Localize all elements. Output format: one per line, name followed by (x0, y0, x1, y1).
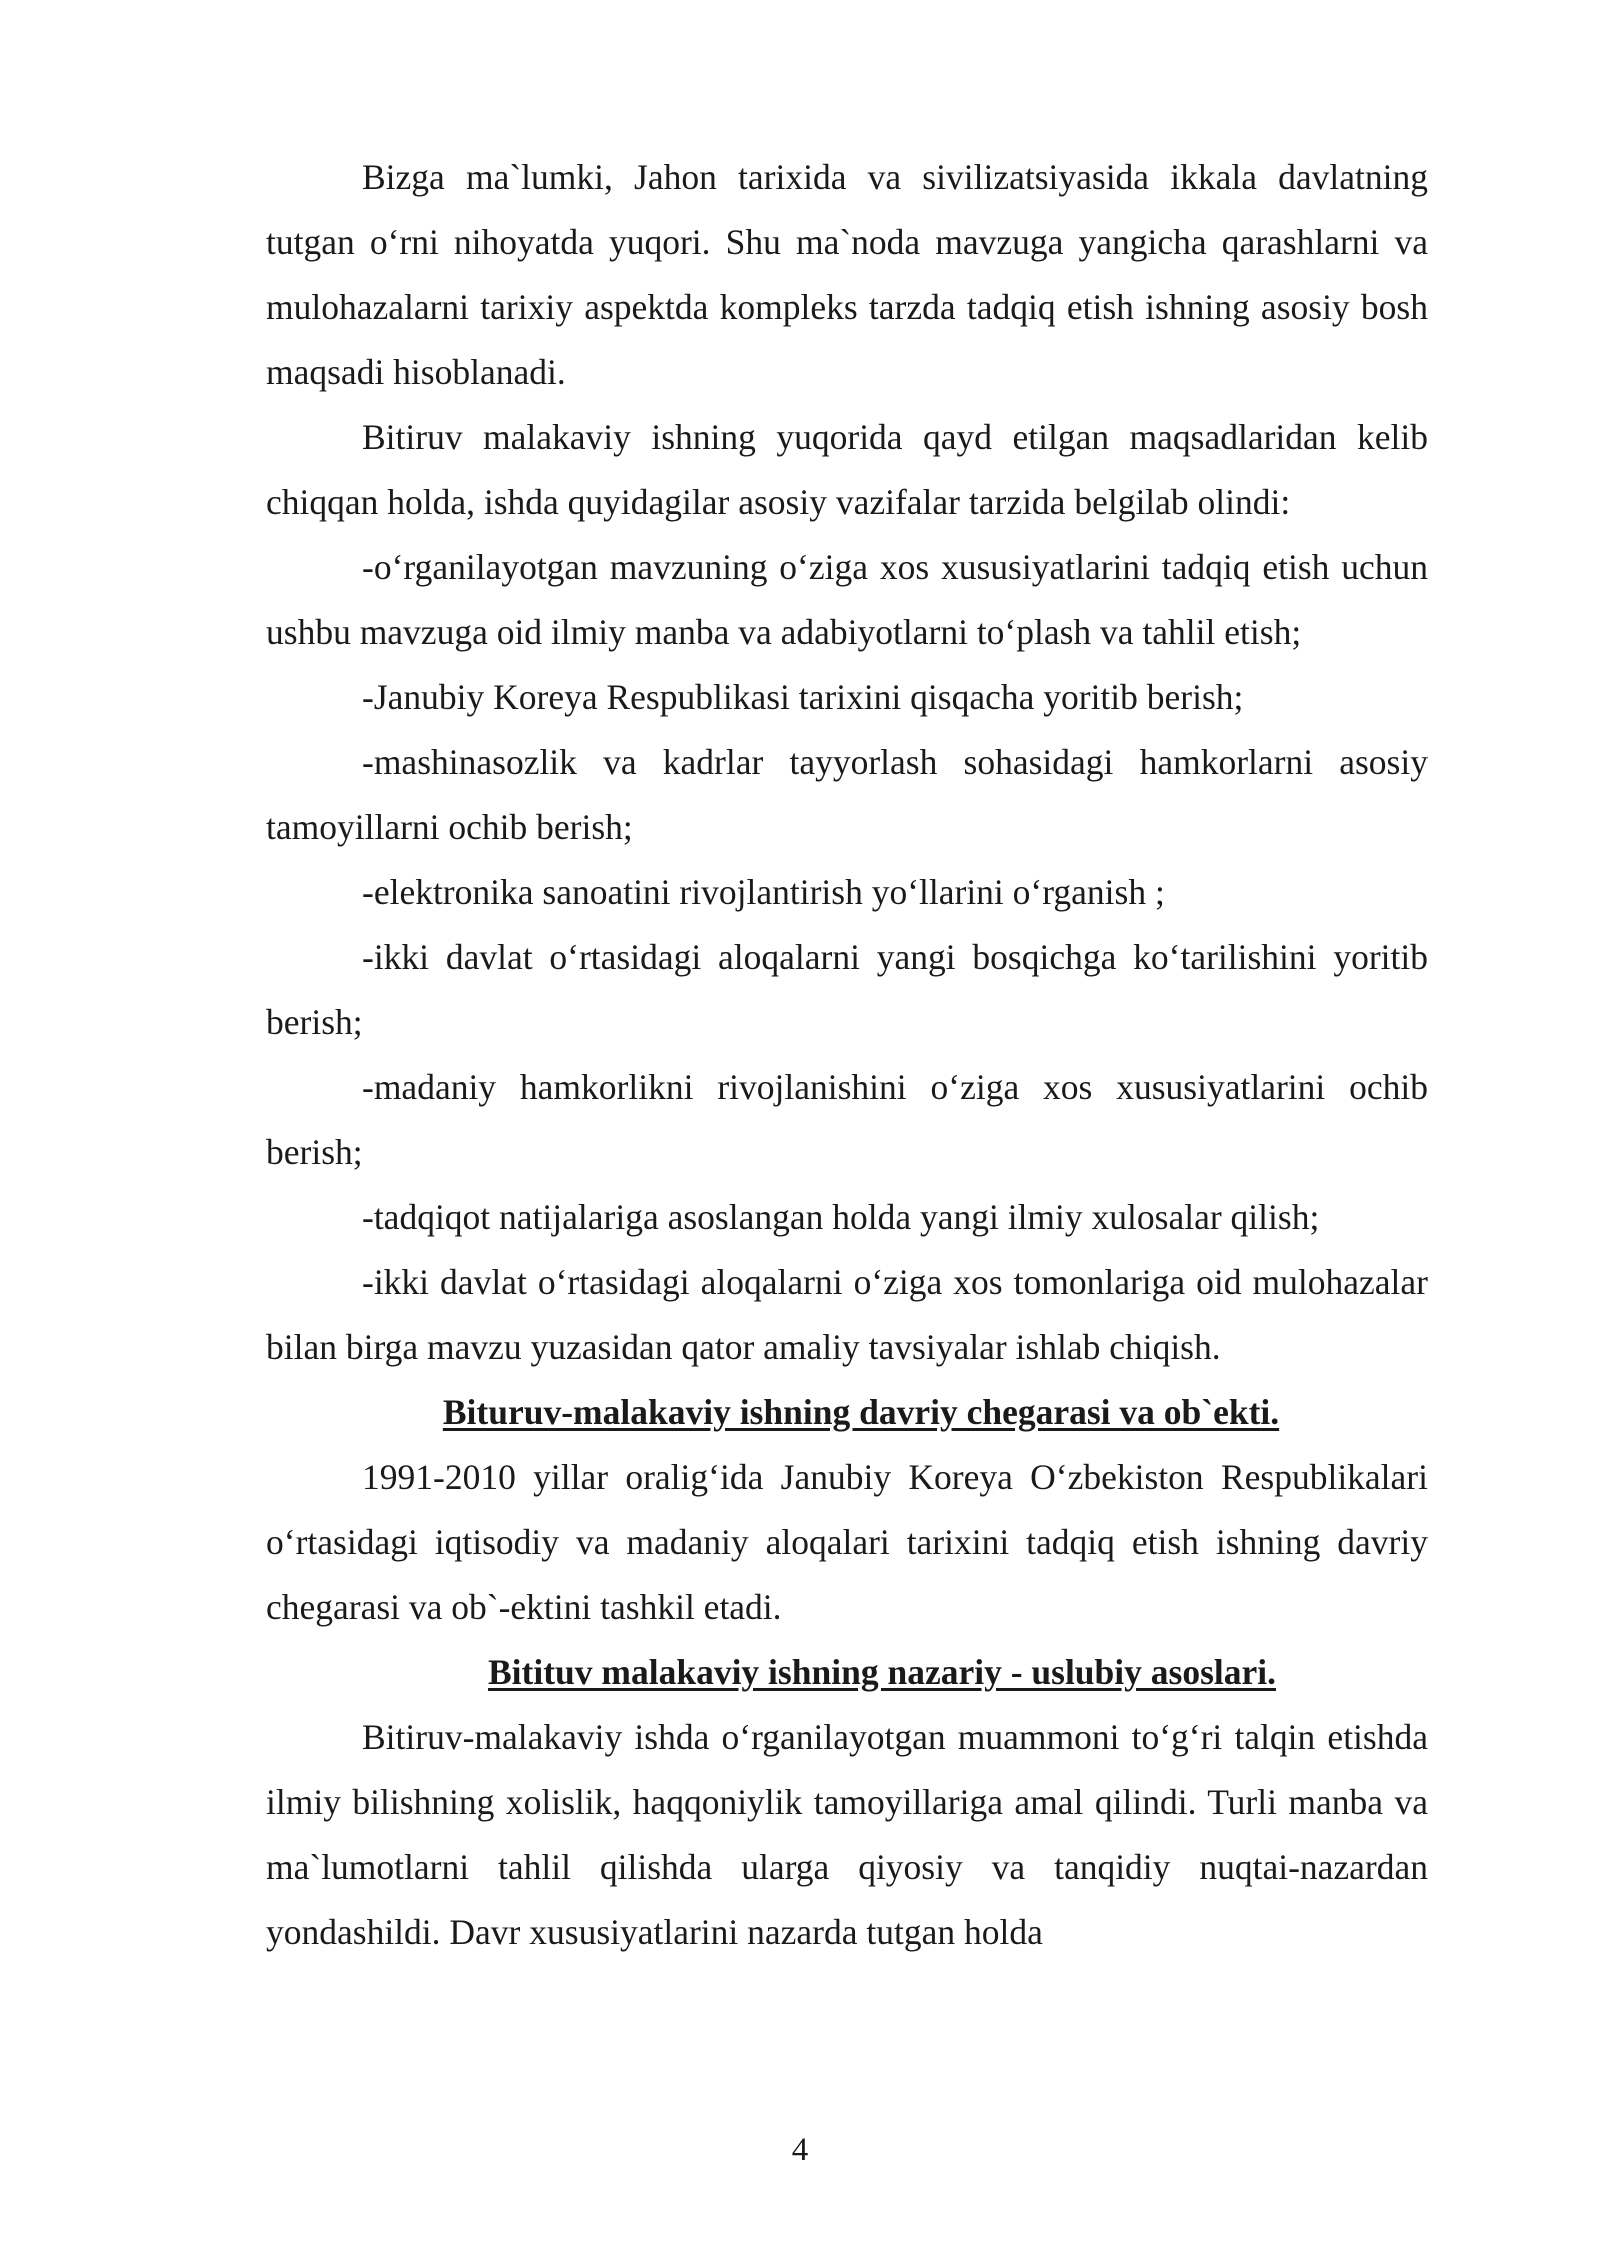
list-item-task-6: -madaniy hamkorlikni rivojlanishini o‘ziga xos xususiyatlarini ochib berish; (266, 1067, 1428, 1172)
section-heading-method: Bitituv malakaviy ishning nazariy - uslubiy asoslari. (487, 1652, 1277, 1692)
list-item-task-1: -o‘rganilayotgan mavzuning o‘ziga xos xususiyatlarini tadqiq etish uchun ushbu mavzuga oid ilmiy manba va adabiyotlarni to‘plash va tahlil etish; (266, 547, 1428, 652)
list-item-task-3: -mashinasozlik va kadrlar tayyorlash sohasidagi hamkorlarni asosiy tamoyillarni ochib berish; (266, 742, 1428, 847)
paragraph-scope: 1991-2010 yillar oralig‘ida Janubiy Koreya O‘zbekiston Respublikalari o‘rtasidagi iqtisodiy va madaniy aloqalari tarixini tadqiq etish ishning davriy chegarasi va ob`-ektini tashkil etadi. (266, 1457, 1428, 1627)
paragraph-method: Bitiruv-malakaviy ishda o‘rganilayotgan muammoni to‘g‘ri talqin etishda ilmiy bilishning xolislik, haqqoniylik tamoyillariga amal qilindi. Turli manba va ma`lumotlarni tahlil qilishda ularga qiyosiy va tanqidiy nuqtai-nazardan yondashildi. Davr xususiyatlarini nazarda tutgan holda (266, 1717, 1428, 1952)
list-item-task-8: -ikki davlat o‘rtasidagi aloqalarni o‘ziga xos tomonlariga oid mulohazalar bilan birga mavzu yuzasidan qator amaliy tavsiyalar ishlab chiqish. (266, 1262, 1428, 1367)
list-item-task-4: -elektronika sanoatini rivojlantirish yo‘llarini o‘rganish ; (362, 872, 1165, 912)
page-body (266, 145, 1428, 1965)
paragraph-tasks: Bitiruv malakaviy ishning yuqorida qayd etilgan maqsadlaridan kelib chiqqan holda, ishda quyidagilar asosiy vazifalar tarzida belgilab olindi: (266, 417, 1428, 522)
list-item-task-2: -Janubiy Koreya Respublikasi tarixini qisqacha yoritib berish; (362, 677, 1244, 717)
paragraph-intro: Bizga ma`lumki, Jahon tarixida va sivilizatsiyasida ikkala davlatning tutgan o‘rni nihoyatda yuqori. Shu ma`noda mavzuga yangicha qarashlarni va mulohazalarni tarixiy aspektda kompleks tarzda tadqiq etish ishning asosiy bosh maqsadi hisoblanadi. (266, 157, 1428, 392)
list-item-task-5: -ikki davlat o‘rtasidagi aloqalarni yangi bosqichga ko‘tarilishini yoritib berish; (266, 937, 1428, 1042)
section-heading-scope: Bituruv-malakaviy ishning davriy chegarasi va ob`ekti. (442, 1392, 1280, 1432)
list-item-task-7: -tadqiqot natijalariga asoslangan holda yangi ilmiy xulosalar qilish; (362, 1197, 1320, 1237)
page-number: 4 (791, 2132, 809, 2168)
